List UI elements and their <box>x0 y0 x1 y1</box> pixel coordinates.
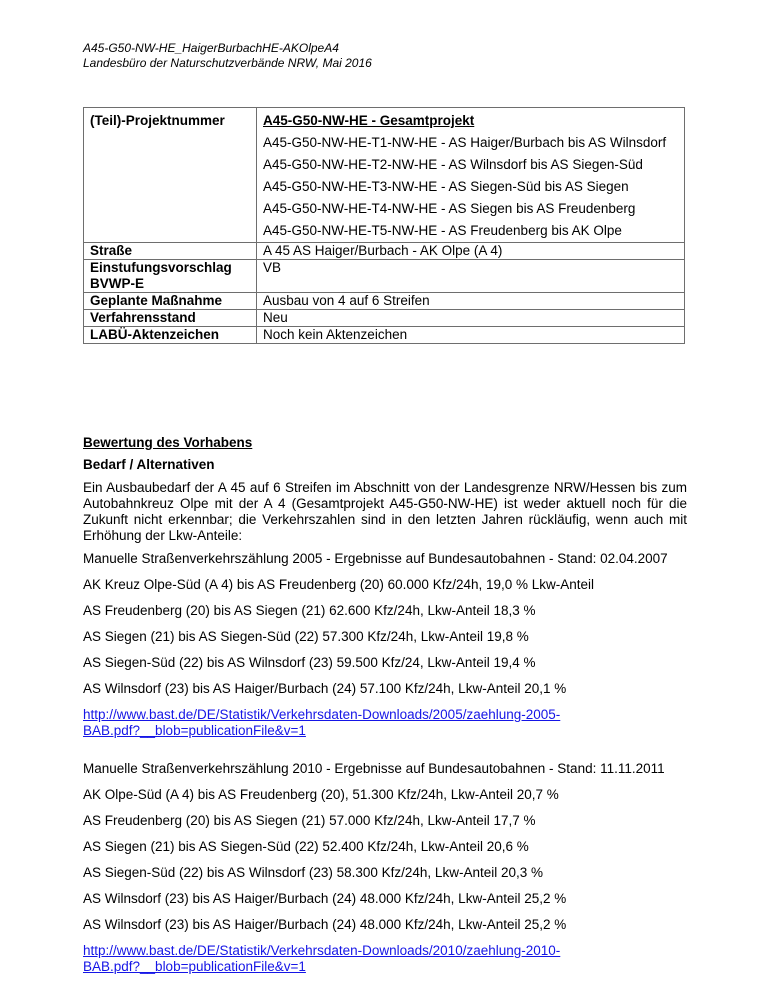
classification-value: VB <box>257 260 685 293</box>
table-row <box>84 243 685 260</box>
project-line: A45-G50-NW-HE-T1-NW-HE - AS Haiger/Burbach bis AS Wilnsdorf <box>263 135 667 150</box>
census-2005-link-line2[interactable]: BAB.pdf?__blob=publicationFile&v=1 <box>83 723 306 738</box>
document-body <box>83 435 687 975</box>
census-2010-title: Manuelle Straßenverkehrszählung 2010 - Ergebnisse auf Bundesautobahnen - Stand: 11.11.2011 <box>83 761 665 776</box>
census-2005-link[interactable] <box>83 707 687 739</box>
intro-paragraph: Ein Ausbaubedarf der A 45 auf 6 Streifen im Abschnitt von der Landesgrenze NRW/Hessen bis zum Autobahnkreuz Olpe mit der A 4 (Gesamtprojekt A45-G50-NW-HE) ist weder aktuell noch für die Zukunft nicht erkennbar; die Verkehrszahlen sind in den letzten Jahren rückläufig, wenn auch mit Erhöhung der Lkw-Anteile: <box>83 480 687 543</box>
table-row <box>84 327 685 344</box>
road-value: A 45 AS Haiger/Burbach - AK Olpe (A 4) <box>257 243 685 260</box>
page-header <box>83 41 372 71</box>
measure-label: Geplante Maßnahme <box>84 293 257 310</box>
file-reference-value: Noch kein Aktenzeichen <box>257 327 685 344</box>
procedure-status-label: Verfahrensstand <box>84 310 257 327</box>
project-line: A45-G50-NW-HE-T3-NW-HE - AS Siegen-Süd bis AS Siegen <box>263 179 629 194</box>
census-2010-item: AS Siegen (21) bis AS Siegen-Süd (22) 52.400 Kfz/24h, Lkw-Anteil 20,6 % <box>83 839 529 854</box>
table-row <box>84 260 685 293</box>
procedure-status-value: Neu <box>257 310 685 327</box>
census-2005-item: AS Wilnsdorf (23) bis AS Haiger/Burbach (24) 57.100 Kfz/24h, Lkw-Anteil 20,1 % <box>83 681 567 696</box>
section-heading: Bewertung des Vorhabens <box>83 435 253 450</box>
census-2005-item: AS Siegen-Süd (22) bis AS Wilnsdorf (23) 59.500 Kfz/24, Lkw-Anteil 19,4 % <box>83 655 536 670</box>
header-document-id: A45-G50-NW-HE_HaigerBurbachHE-AKOlpeA4 <box>83 41 339 55</box>
classification-label: Einstufungsvorschlag BVWP-E <box>84 260 257 293</box>
census-2010-item: AS Freudenberg (20) bis AS Siegen (21) 57.000 Kfz/24h, Lkw-Anteil 17,7 % <box>83 813 536 828</box>
project-number-label: (Teil)-Projektnummer <box>84 108 257 243</box>
project-line: A45-G50-NW-HE-T2-NW-HE - AS Wilnsdorf bis AS Siegen-Süd <box>263 157 643 172</box>
file-reference-label: LABÜ-Aktenzeichen <box>84 327 257 344</box>
census-2010-link-line1[interactable]: http://www.bast.de/DE/Statistik/Verkehrsdaten-Downloads/2010/zaehlung-2010- <box>83 943 561 958</box>
road-label: Straße <box>84 243 257 260</box>
project-line: A45-G50-NW-HE-T5-NW-HE - AS Freudenberg bis AK Olpe <box>263 223 622 238</box>
census-2005-title: Manuelle Straßenverkehrszählung 2005 - Ergebnisse auf Bundesautobahnen - Stand: 02.04.2007 <box>83 551 668 566</box>
project-line: A45-G50-NW-HE - Gesamtprojekt <box>263 113 475 128</box>
census-2010-item: AS Wilnsdorf (23) bis AS Haiger/Burbach (24) 48.000 Kfz/24h, Lkw-Anteil 25,2 % <box>83 917 567 932</box>
census-2005-link-line1[interactable]: http://www.bast.de/DE/Statistik/Verkehrsdaten-Downloads/2005/zaehlung-2005- <box>83 707 561 722</box>
census-2010-item: AS Wilnsdorf (23) bis AS Haiger/Burbach (24) 48.000 Kfz/24h, Lkw-Anteil 25,2 % <box>83 891 567 906</box>
census-2005-item: AS Freudenberg (20) bis AS Siegen (21) 62.600 Kfz/24h, Lkw-Anteil 18,3 % <box>83 603 536 618</box>
census-2010-item: AS Siegen-Süd (22) bis AS Wilnsdorf (23) 58.300 Kfz/24h, Lkw-Anteil 20,3 % <box>83 865 543 880</box>
census-2005-item: AK Kreuz Olpe-Süd (A 4) bis AS Freudenberg (20) 60.000 Kfz/24h, 19,0 % Lkw-Anteil <box>83 577 595 592</box>
census-2005-item: AS Siegen (21) bis AS Siegen-Süd (22) 57.300 Kfz/24h, Lkw-Anteil 19,8 % <box>83 629 529 644</box>
table-row <box>84 310 685 327</box>
table-row <box>84 108 685 243</box>
table-row <box>84 293 685 310</box>
census-2010-link-line2[interactable]: BAB.pdf?__blob=publicationFile&v=1 <box>83 959 306 974</box>
census-2010-item: AK Olpe-Süd (A 4) bis AS Freudenberg (20), 51.300 Kfz/24h, Lkw-Anteil 20,7 % <box>83 787 559 802</box>
census-2010-link[interactable] <box>83 943 687 975</box>
header-office-date: Landesbüro der Naturschutzverbände NRW, Mai 2016 <box>83 56 372 70</box>
measure-value: Ausbau von 4 auf 6 Streifen <box>257 293 685 310</box>
section-subheading: Bedarf / Alternativen <box>83 457 215 472</box>
project-info-table <box>83 107 685 344</box>
project-line: A45-G50-NW-HE-T4-NW-HE - AS Siegen bis AS Freudenberg <box>263 201 636 216</box>
project-number-cell <box>257 108 685 243</box>
